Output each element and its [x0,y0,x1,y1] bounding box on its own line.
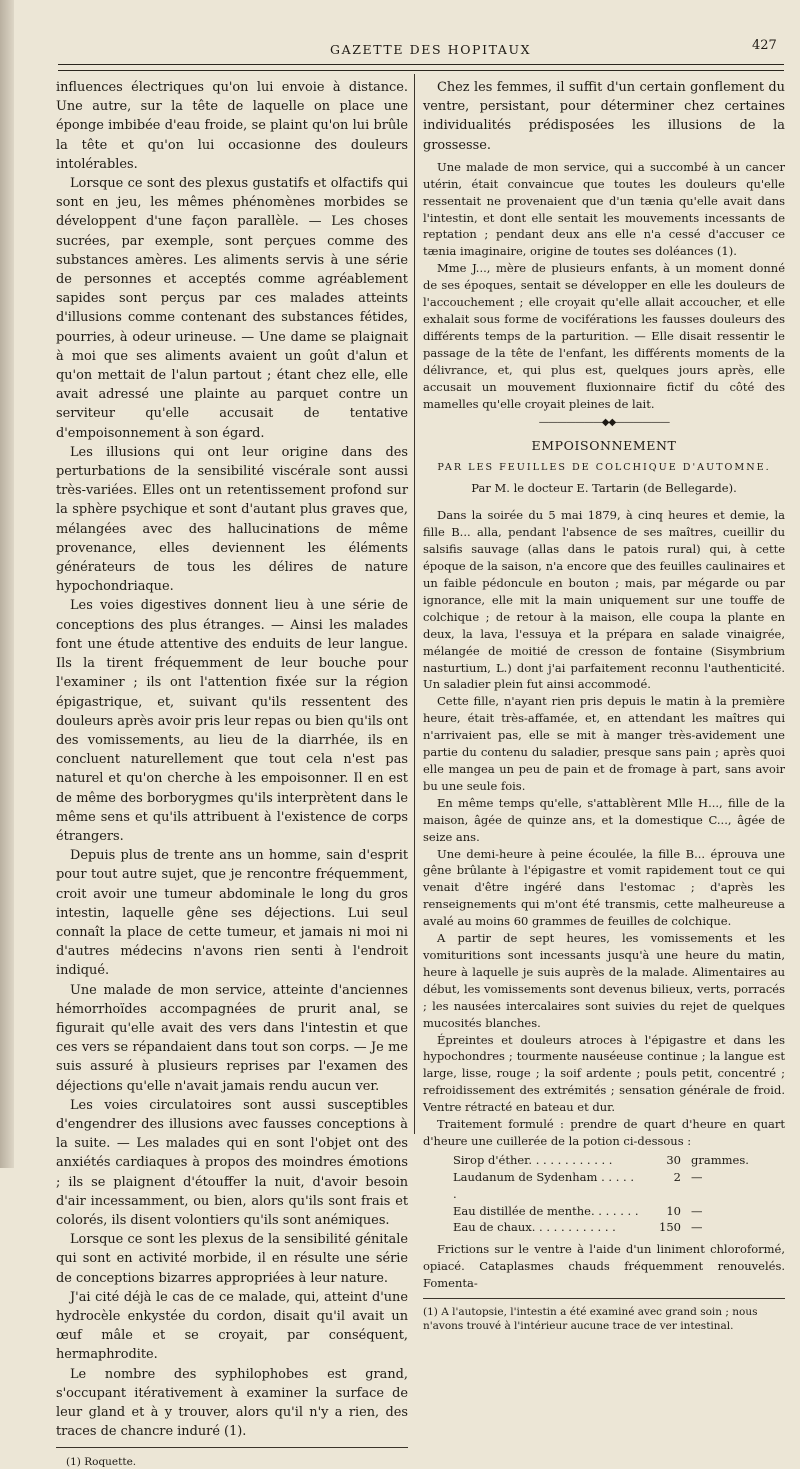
paragraph: Le nombre des syphilophobes est grand, s'occupant itérativement à examiner la surface de leur gland et à y trouver, alors qu'il n'y a rien, des traces de chancre induré (1). [56,1366,408,1440]
ingredient-qty: 10 [666,1203,681,1218]
paragraph: influences électriques qu'on lui envoie à distance. Une autre, sur la tête de laquelle on place une éponge imbibée d'eau froide, se plaint qu'on lui brûle la tête et qu'on lui occasionne des douleurs intolérables. [56,80,408,172]
paragraph: Lorsque ce sont des plexus gustatifs et olfactifs qui sont en jeu, les mêmes phénomènes morbides se développent d'une façon parallèle. — Les choses sucrées, par exemple, sont perçues comme des substances amères. Les aliments servis à une série de personnes et acceptés comme agréablement sapides sont perçus par ces malades atteints d'illusions comme contenant des substances fétides, pourries, à odeur urineuse. — Une dame se plaignait à moi que ses aliments avaient un goût d'alun et qu'on mettait de l'alun partout ; étant chez elle, elle avait adressé une plainte au parquet contre un serviteur qu'elle accusait de tentative d'empoisonnement à son égard. [56,176,408,441]
left-column [56,78,408,1469]
section-title: EMPOISONNEMENT [531,438,677,454]
column-separator [414,74,415,1134]
footnote-rule [423,1298,785,1299]
paragraph: Cette fille, n'ayant rien pris depuis le matin à la première heure, était très-affamée, et, en attendant les maîtres qui n'arrivaient pas, elle se mit à manger très-avidement une partie du contenu du saladier, presque sans pain ; après quoi elle mangea un peu de pain et de fromage à part, sans avoir bu une seule fois. [423,694,785,793]
paragraph: A partir de sept heures, les vomissements et les vomituritions sont incessants jusqu'à une heure du matin, heure à laquelle je suis auprès de la malade. Alimentaires au début, les vomissements sont devenus bilieux, verts, porracés ; les nausées intercalaires sont suivies du rejet de quelques mucosités blanches. [423,931,785,1030]
paragraph: Épreintes et douleurs atroces à l'épigastre et dans les hypochondres ; tourmente nauséeuse continue ; la langue est large, lisse, rouge ; la soif ardente ; pouls petit, concentré ; refroidissement des extrémités ; sensation générale de froid. Ventre rétracté en bateau et dur. [423,1032,785,1115]
ingredient-unit: grammes. [691,1152,749,1167]
paragraph: Mme J..., mère de plusieurs enfants, à un moment donné de ses époques, sentait se développer en elle les douleurs de l'accouchement ; elle croyait qu'elle allait accoucher, et elle exhalait sous forme de vociférations les fausses douleurs des différents temps de la parturition. — Elle disait ressentir le passage de la tête de l'enfant, les différents moments de la délivrance, et, qui plus est, quelques jours après, elle accusait un mouvement fluxionnaire fictif du côté des mamelles qu'elle croyait pleines de lait. [423,261,785,411]
paragraph: En même temps qu'elle, s'attablèrent Mlle H..., fille de la maison, âgée de quinze ans, et la domestique C..., âgée de seize ans. [423,795,785,844]
ingredient-qty: 30 [666,1152,681,1167]
prescription-row [453,1169,785,1203]
ingredient-qty: 150 [659,1220,681,1235]
ingredient-unit: — [691,1203,703,1218]
section-subtitle: PAR LES FEUILLES DE COLCHIQUE D'AUTOMNE. [437,462,771,474]
paragraph: Une demi-heure à peine écoulée, la fille B... éprouva une gêne brûlante à l'épigastre et vomit rapidement tout ce qui venait d'être ingéré dans l'estomac ; d'après les renseignements qui m'ont été transmis, cette malheureuse a avalé au moins 60 grammes de feuilles de colchique. [423,846,785,929]
paragraph: Traitement formulé : prendre de quart d'heure en quart d'heure une cuillerée de la potion ci-dessous : [423,1117,785,1148]
ingredient-qty: 2 [673,1169,681,1184]
ingredient-name: Laudanum de Sydenham . . . . . . [453,1169,634,1201]
paragraph: Depuis plus de trente ans un homme, sain d'esprit pour tout autre sujet, que je rencontre fréquemment, croit avoir une tumeur abdominale le long du gros intestin, laquelle gêne ses déjections. Lui seul connaît la place de cette tumeur, et jamais ni moi ni d'autres médecins n'avons rien senti à l'endroit indiqué. [56,848,408,979]
ingredient-unit: — [691,1220,703,1235]
prescription-row [453,1152,785,1169]
ingredient-name: Eau de chaux. . . . . . . . . . . . [453,1220,616,1235]
footnote: (1) Roquette. [66,1456,137,1469]
paragraph: Lorsque ce sont les plexus de la sensibilité génitale qui sont en activité morbide, il en résulte une série de conceptions bizarres appropriées à leur nature. [56,1232,408,1286]
paragraph: Dans la soirée du 5 mai 1879, à cinq heures et demie, la fille B... alla, pendant l'absence de ses maîtres, cueillir du salsifis sauvage (allas dans le patois rural) qui, à cette époque de la saison, n'a encore que des feuilles caulinaires et un faible pédoncule en bouton ; mais, par mégarde ou par ignorance, elle mit la main uniquement sur une touffe de colchique ; de retour à la maison, elle coupa la plante en deux, la lava, l'essuya et la prépara en salade vinaigrée, mélangée de moitié de cresson de fontaine (Sisymbrium nasturtium, L.) dont j'ai parfaitement reconnu l'authenticité. Un saladier plein fut ainsi accommodé. [423,508,785,692]
binding-edge [0,0,14,1168]
ingredient-unit: — [691,1169,703,1184]
paragraph: Frictions sur le ventre à l'aide d'un liniment chloroformé, opiacé. Cataplasmes chauds fréquemment renouvelés. Fomenta- [423,1242,785,1291]
paragraph: Chez les femmes, il suffit d'un certain gonflement du ventre, persistant, pour déterminer chez certaines individualités prédisposées les illusions de la grossesse. [423,80,785,153]
paragraph: Les illusions qui ont leur origine dans des perturbations de la sensibilité viscérale sont aussi très-variées. Elles ont un retentissement profond sur la sphère psychique et sont d'autant plus graves que, mélangées avec des hallucinations de même provenance, elles deviennent les éléments générateurs de tous les délires de nature hypochondriaque. [56,444,408,595]
paragraph: Une malade de mon service, atteinte d'anciennes hémorrhoïdes accompagnées de prurit anal, se figurait qu'elle avait des vers dans l'intestin et que ces vers se répandaient dans tout son corps. — Je me suis assuré à plusieurs reprises par l'examen des déjections qu'elle n'avait jamais rendu aucun ver. [56,982,408,1094]
paragraph: Les voies circulatoires sont aussi susceptibles d'engendrer des illusions avec fausses conceptions à la suite. — Les malades qui en sont l'objet ont des anxiétés cardiaques à propos des moindres émotions ; ils se plaignent d'étouffer la nuit, d'avoir besoin d'air incessamment, ou bien, alors qu'ils sont frais et colorés, ils disent volontiers qu'ils sont anémiques. [56,1097,408,1228]
header-rule [58,64,784,71]
section-ornament: ———————◆◆—————— [538,417,670,429]
page-number: 427 [752,38,777,53]
prescription-row [453,1203,785,1220]
ingredient-name: Sirop d'éther. . . . . . . . . . . . [453,1152,613,1167]
running-head: GAZETTE DES HOPITAUX [330,42,532,57]
ingredient-name: Eau distillée de menthe. . . . . . . [453,1203,639,1218]
footnote: (1) A l'autopsie, l'intestin a été examiné avec grand soin ; nous n'avons trouvé à l'intérieur aucune trace de ver intestinal. [423,1306,758,1333]
paragraph: Les voies digestives donnent lieu à une série de conceptions des plus étranges. — Ainsi les malades font une étude attentive des enduits de leur langue. Ils la tirent fréquemment de leur bouche pour l'examiner ; ils ont l'attention fixée sur la région épigastrique, et, suivant qu'ils ressentent des douleurs après avoir pris leur repas ou bien qu'ils ont des vomissements, au lieu de la diarrhée, ils en concluent naturellement que tout cela n'est pas naturel et qu'on cherche à les empoisonner. Il en est de même des borborygmes qu'ils interprètent dans le même sens et qu'ils attribuent à l'existence de corps étrangers. [56,598,408,844]
paragraph: Une malade de mon service, qui a succombé à un cancer utérin, était convaincue que toutes les douleurs qu'elle ressentait ne provenaient que d'un tænia qu'elle avait dans l'intestin, et dont elle sentait les mouvements incessants de reptation ; pendant deux ans elle n'a cessé d'accuser ce tænia imaginaire, origine de toutes ses doléances (1). [423,159,785,259]
paragraph: J'ai cité déjà le cas de ce malade, qui, atteint d'une hydrocèle enkystée du cordon, disait qu'il avait un œuf mâle et se croyait, par conséquent, hermaphrodite. [56,1289,408,1363]
section-author: Par M. le docteur E. Tartarin (de Bellegarde). [471,481,737,496]
prescription-table [453,1152,785,1237]
footnote-rule [56,1447,408,1448]
prescription-row [453,1219,785,1236]
right-column [423,78,785,1333]
